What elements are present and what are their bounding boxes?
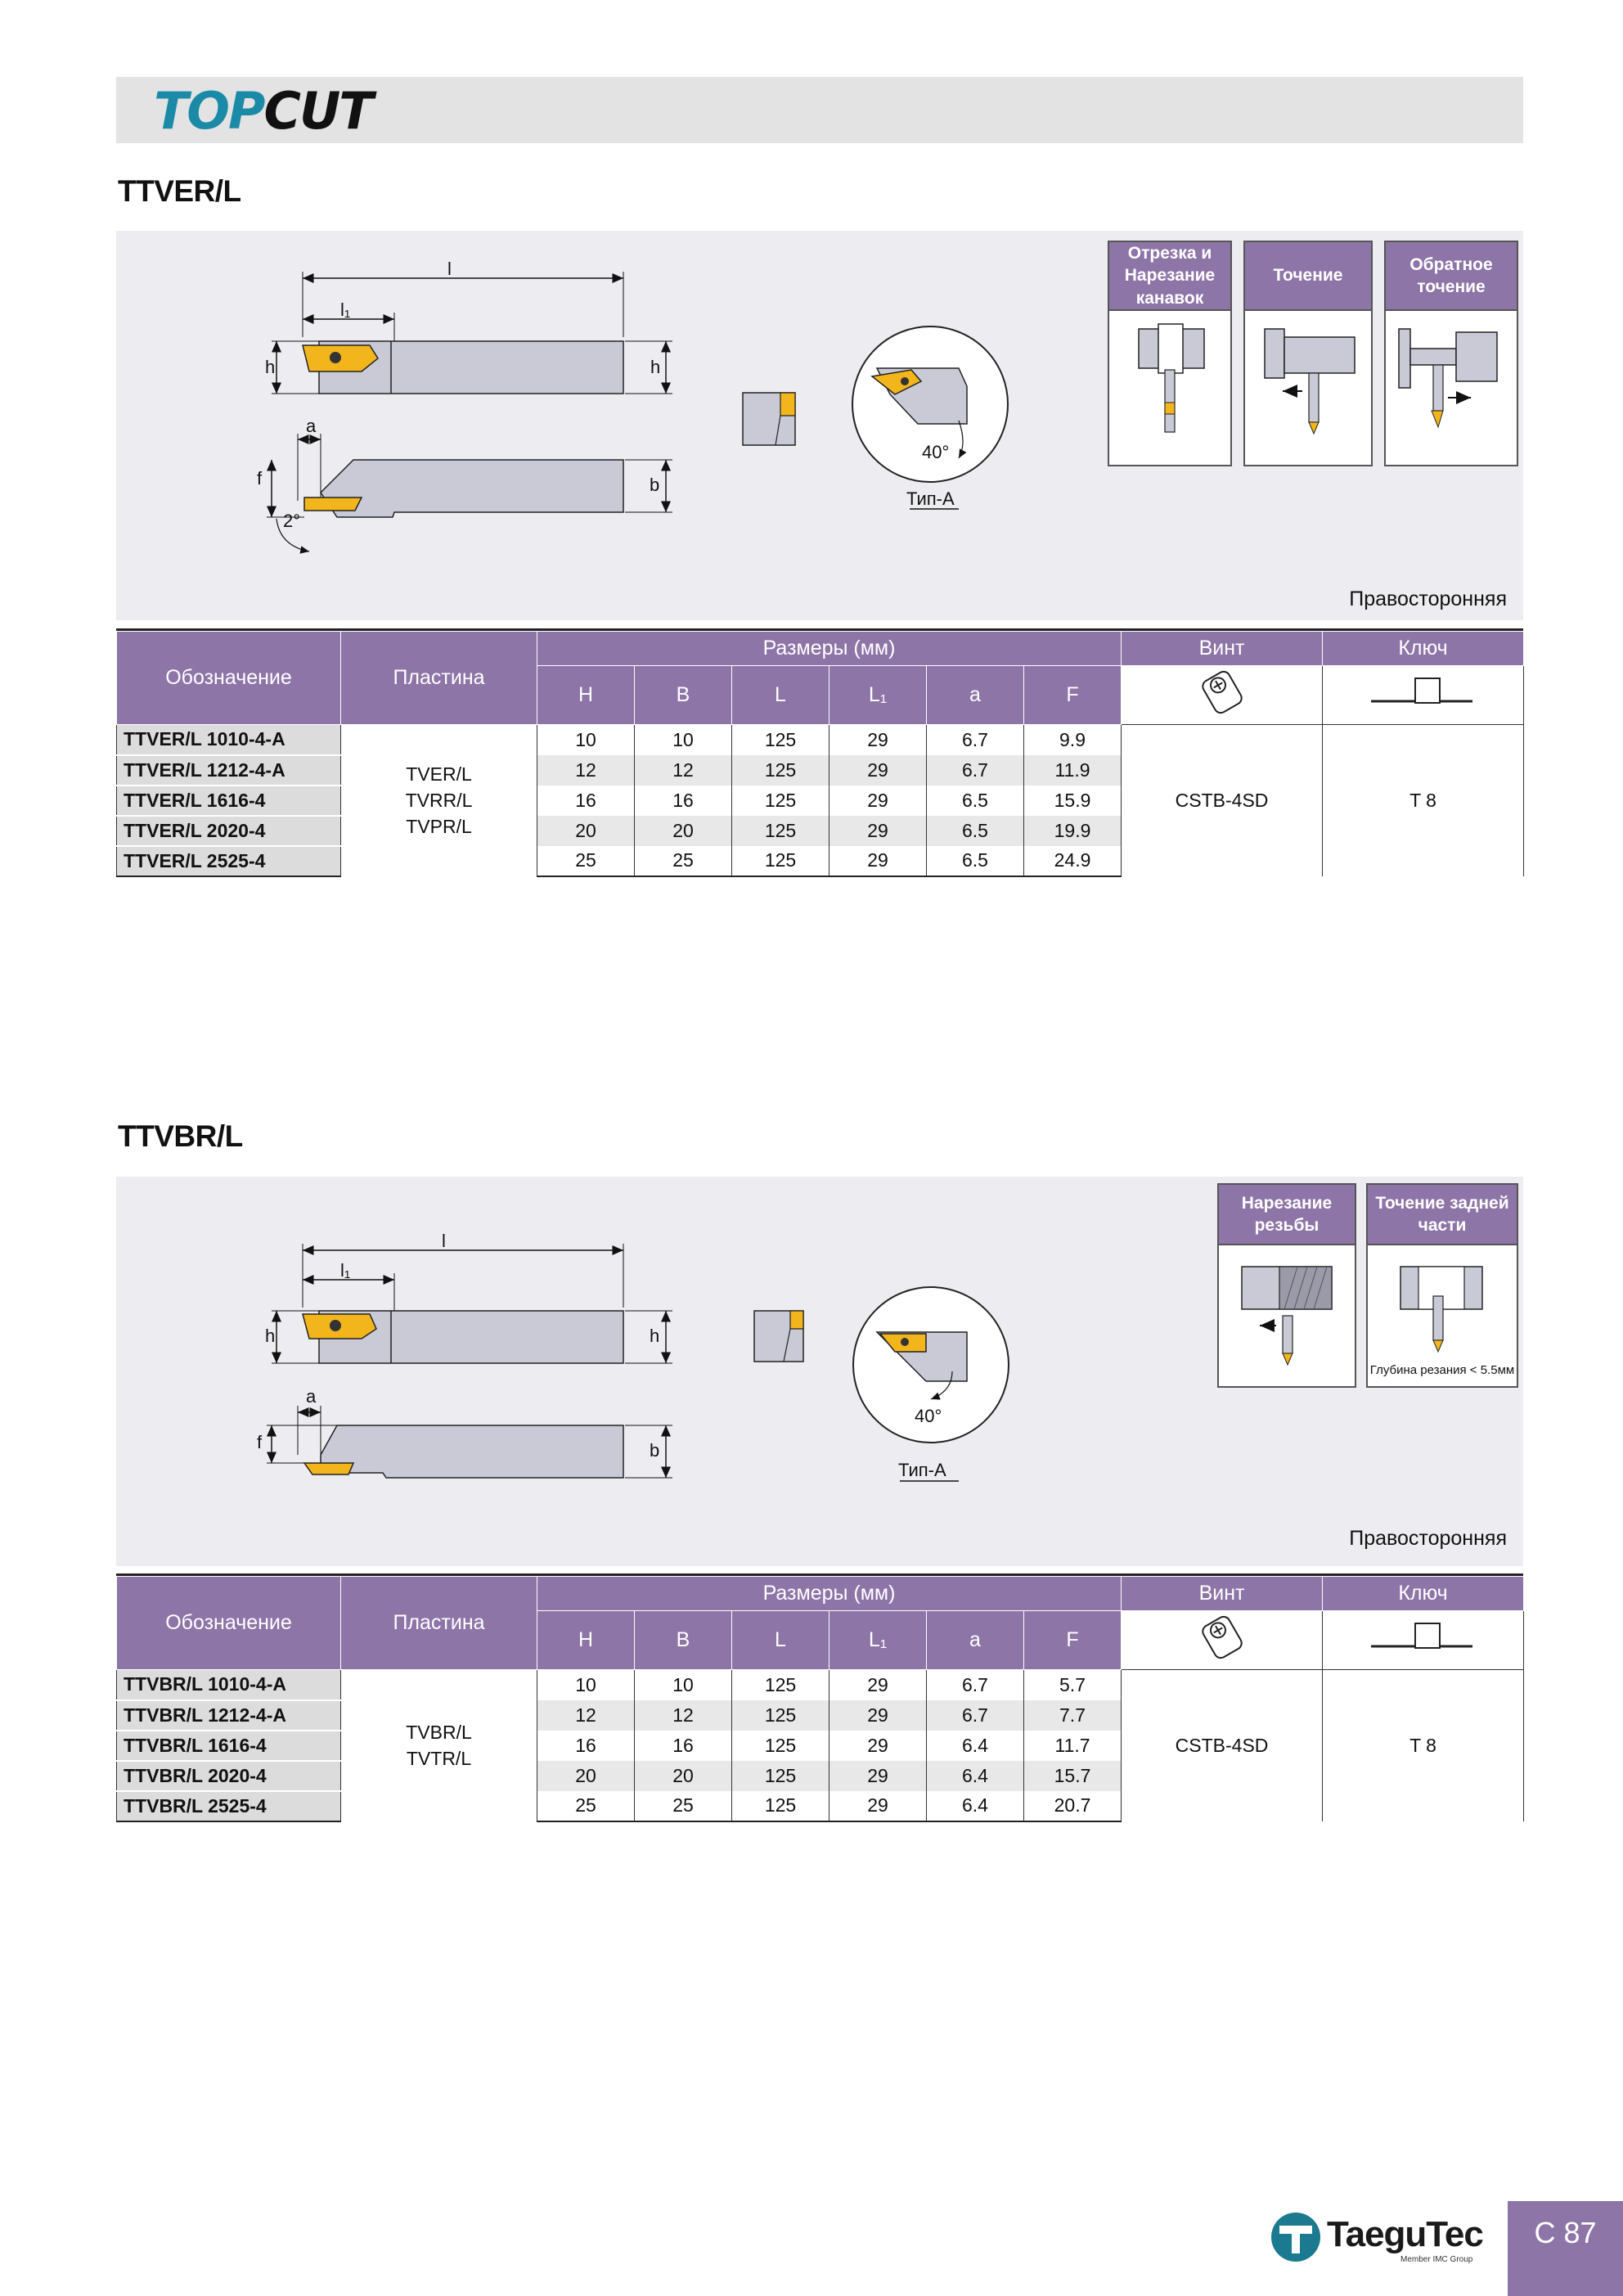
- header-screw: Винт: [1122, 1577, 1323, 1611]
- hand-label: Правосторонняя: [1349, 588, 1507, 610]
- cell-B: 10: [635, 725, 732, 755]
- header-key: Ключ: [1323, 632, 1524, 666]
- header-F: F: [1024, 1611, 1122, 1670]
- table-row-designation: TTVER/L 1212-4-A: [117, 755, 341, 786]
- cell-a: 6.4: [927, 1761, 1024, 1791]
- svg-text:h: h: [650, 1326, 660, 1346]
- table-row-designation: TTVBR/L 1212-4-A: [117, 1700, 341, 1731]
- screw-value: CSTB-4SD: [1122, 1670, 1323, 1821]
- cell-H: 16: [537, 786, 635, 816]
- cell-L: 125: [732, 1731, 829, 1761]
- cell-L: 125: [732, 755, 829, 786]
- header-L1: L₁: [829, 666, 927, 725]
- header-designation: Обозначение: [117, 632, 341, 725]
- cell-L1: 29: [829, 1731, 927, 1761]
- cell-F: 15.9: [1024, 786, 1122, 816]
- screw-value: CSTB-4SD: [1122, 725, 1323, 876]
- table-row-designation: TTVBR/L 1616-4: [117, 1731, 341, 1761]
- header-L1: L₁: [829, 1611, 927, 1670]
- cell-a: 6.5: [927, 846, 1024, 876]
- svg-text:a: a: [306, 1386, 317, 1407]
- svg-text:Тип-А: Тип-А: [906, 488, 955, 509]
- cell-H: 20: [537, 1761, 635, 1791]
- svg-text:Тип-А: Тип-А: [898, 1460, 946, 1480]
- insert-list: TVBR/L TVTR/L: [341, 1670, 537, 1821]
- cell-L1: 29: [829, 1670, 927, 1700]
- cell-L1: 29: [829, 846, 927, 876]
- section-title-ttver: TTVER/L: [118, 174, 241, 208]
- key-value: T 8: [1323, 725, 1524, 876]
- table-row-designation: TTVER/L 2020-4: [117, 816, 341, 846]
- cell-L: 125: [732, 1700, 829, 1731]
- cell-L1: 29: [829, 755, 927, 786]
- spec-table-ttver: [116, 631, 1524, 877]
- header-dimensions: Размеры (мм): [537, 1577, 1122, 1611]
- header-designation: Обозначение: [117, 1577, 341, 1670]
- cell-B: 20: [635, 816, 732, 846]
- cell-L: 125: [732, 1761, 829, 1791]
- cell-L: 125: [732, 725, 829, 755]
- svg-text:l₁: l₁: [340, 1260, 351, 1281]
- key-value: T 8: [1323, 1670, 1524, 1821]
- cell-a: 6.7: [927, 755, 1024, 786]
- cell-F: 7.7: [1024, 1700, 1122, 1731]
- diagram-panel-ttvbr: [116, 1177, 1523, 1566]
- cell-L1: 29: [829, 816, 927, 846]
- svg-text:40°: 40°: [922, 442, 950, 462]
- turning-icon: [1245, 313, 1371, 466]
- cell-H: 16: [537, 1731, 635, 1761]
- app-box-parting: Отрезка и Нарезание канавок: [1108, 241, 1232, 466]
- header-dimensions: Размеры (мм): [537, 632, 1122, 666]
- cell-L: 125: [732, 846, 829, 876]
- parting-icon: [1109, 313, 1230, 466]
- header-insert: Пластина: [341, 1577, 537, 1670]
- table-row-designation: TTVER/L 2525-4: [117, 846, 341, 876]
- header-H: H: [537, 666, 635, 725]
- cell-a: 6.4: [927, 1791, 1024, 1821]
- diagram-panel-ttver: [116, 231, 1523, 620]
- svg-text:40°: 40°: [915, 1406, 942, 1426]
- app-box-turning: Точение: [1243, 241, 1373, 466]
- header-screw: Винт: [1122, 632, 1323, 666]
- cell-a: 6.7: [927, 725, 1024, 755]
- header-insert: Пластина: [341, 632, 537, 725]
- cell-L1: 29: [829, 1791, 927, 1821]
- cell-L: 125: [732, 1670, 829, 1700]
- cell-F: 9.9: [1024, 725, 1122, 755]
- cell-a: 6.7: [927, 1700, 1024, 1731]
- header-L: L: [732, 666, 829, 725]
- spec-table-ttvbr: [116, 1576, 1524, 1822]
- cell-F: 19.9: [1024, 816, 1122, 846]
- section-title-ttvbr: TTVBR/L: [118, 1119, 243, 1153]
- key-icon: [1323, 666, 1524, 725]
- svg-text:l₁: l₁: [340, 299, 351, 320]
- screw-icon: [1122, 1611, 1323, 1670]
- cell-B: 12: [635, 755, 732, 786]
- svg-text:a: a: [306, 416, 317, 436]
- cell-H: 25: [537, 846, 635, 876]
- cell-B: 25: [635, 1791, 732, 1821]
- cell-H: 20: [537, 816, 635, 846]
- hand-label: Правосторонняя: [1349, 1527, 1507, 1550]
- cell-F: 11.9: [1024, 755, 1122, 786]
- app-box-back-turning-2: Точение задней части Глубина резания < 5.5мм: [1366, 1183, 1518, 1388]
- table-row-designation: TTVBR/L 1010-4-A: [117, 1670, 341, 1700]
- key-icon: [1323, 1611, 1524, 1670]
- cell-H: 12: [537, 1700, 635, 1731]
- back-turning-icon: [1386, 313, 1517, 466]
- cell-L1: 29: [829, 1700, 927, 1731]
- header-B: B: [635, 1611, 732, 1670]
- insert-list: TVER/L TVRR/L TVPR/L: [341, 725, 537, 876]
- cell-B: 16: [635, 786, 732, 816]
- cell-H: 10: [537, 1670, 635, 1700]
- header-key: Ключ: [1323, 1577, 1524, 1611]
- table-row-designation: TTVER/L 1616-4: [117, 786, 341, 816]
- header-bar: [116, 77, 1523, 143]
- page-number: C 87: [1508, 2201, 1623, 2296]
- svg-text:b: b: [650, 1440, 660, 1461]
- cell-B: 12: [635, 1700, 732, 1731]
- table-row-designation: TTVBR/L 2525-4: [117, 1791, 341, 1821]
- app-box-back-turning: Обратное точение: [1384, 241, 1518, 466]
- taegutec-logo: TaeguTec Member IMC Group: [1268, 2209, 1481, 2267]
- cell-H: 12: [537, 755, 635, 786]
- cell-L1: 29: [829, 1761, 927, 1791]
- header-B: B: [635, 666, 732, 725]
- cell-F: 15.7: [1024, 1761, 1122, 1791]
- topcut-logo: TOPCUT: [154, 81, 372, 141]
- cell-a: 6.5: [927, 816, 1024, 846]
- cell-L1: 29: [829, 786, 927, 816]
- cell-B: 25: [635, 846, 732, 876]
- header-a: a: [927, 666, 1024, 725]
- cell-L: 125: [732, 786, 829, 816]
- svg-text:h: h: [265, 1326, 276, 1346]
- header-H: H: [537, 1611, 635, 1670]
- cell-a: 6.5: [927, 786, 1024, 816]
- cell-F: 24.9: [1024, 846, 1122, 876]
- threading-icon: [1219, 1247, 1355, 1388]
- cell-F: 11.7: [1024, 1731, 1122, 1761]
- cell-B: 20: [635, 1761, 732, 1791]
- cell-H: 25: [537, 1791, 635, 1821]
- cell-B: 10: [635, 1670, 732, 1700]
- svg-text:f: f: [257, 1432, 263, 1452]
- cell-B: 16: [635, 1731, 732, 1761]
- cell-F: 20.7: [1024, 1791, 1122, 1821]
- table-row-designation: TTVER/L 1010-4-A: [117, 725, 341, 755]
- svg-text:h: h: [265, 357, 276, 377]
- svg-text:2°: 2°: [283, 511, 301, 531]
- svg-text:b: b: [650, 475, 660, 495]
- svg-text:h: h: [650, 357, 661, 377]
- depth-note: Глубина резания < 5.5мм: [1369, 1363, 1515, 1377]
- header-F: F: [1024, 666, 1122, 725]
- cell-L: 125: [732, 816, 829, 846]
- screw-icon: [1122, 666, 1323, 725]
- svg-text:f: f: [257, 468, 263, 488]
- taegutec-mark-icon: [1268, 2209, 1325, 2267]
- header-L: L: [732, 1611, 829, 1670]
- table-row-designation: TTVBR/L 2020-4: [117, 1761, 341, 1791]
- cell-H: 10: [537, 725, 635, 755]
- cell-L: 125: [732, 1791, 829, 1821]
- cell-a: 6.7: [927, 1670, 1024, 1700]
- svg-text:l: l: [447, 259, 452, 279]
- svg-text:l: l: [442, 1231, 446, 1251]
- cell-L1: 29: [829, 725, 927, 755]
- cell-a: 6.4: [927, 1731, 1024, 1761]
- header-a: a: [927, 1611, 1024, 1670]
- cell-F: 5.7: [1024, 1670, 1122, 1700]
- app-box-threading: Нарезание резьбы: [1217, 1183, 1356, 1388]
